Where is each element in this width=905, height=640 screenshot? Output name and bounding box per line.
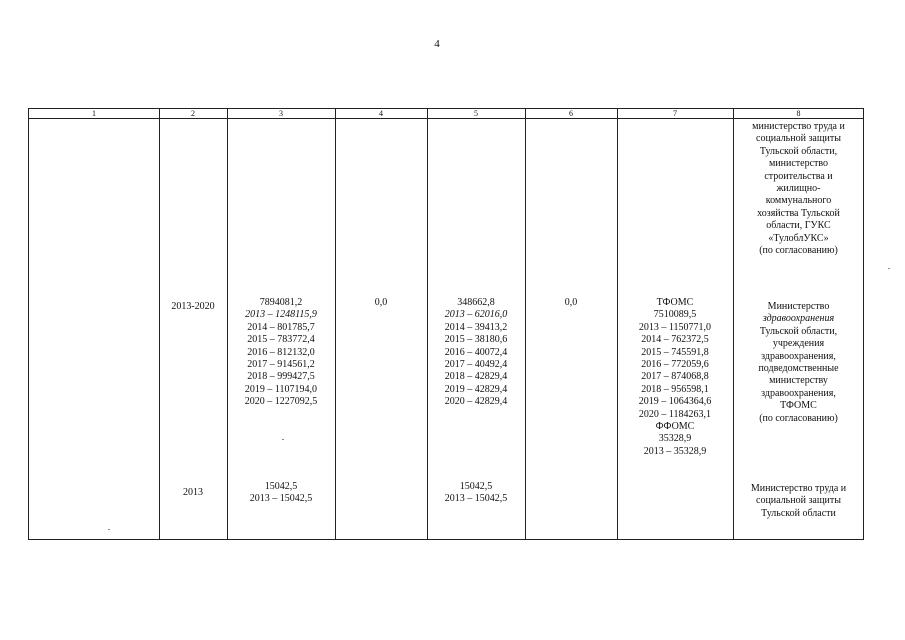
executor-line: социальной защиты xyxy=(756,495,841,507)
header-col-5: 5 xyxy=(474,109,478,118)
amount-line: 2014 – 801785,7 xyxy=(247,321,315,333)
executor-line: министерству xyxy=(769,375,828,387)
amount-line: 2013 – 1150771,0 xyxy=(638,321,712,333)
amount-line: 2017 – 40492,4 xyxy=(444,359,508,371)
amount-line: 2020 – 1227092,5 xyxy=(244,396,318,408)
scan-speck xyxy=(108,529,110,530)
header-col-2: 2 xyxy=(191,109,195,118)
amount-line: 7510089,5 xyxy=(653,309,697,321)
executor-line: Министерство xyxy=(767,301,830,312)
amount-line: 2013 – 62016,0 xyxy=(444,309,508,321)
block1-executors xyxy=(733,121,864,257)
scan-speck xyxy=(888,268,890,269)
executor-line: министерство труда и xyxy=(752,121,845,132)
amount-line: 2014 – 39413,2 xyxy=(444,321,508,333)
amount-line: 348662,8 xyxy=(457,297,495,308)
executor-line: здравоохранения xyxy=(762,313,835,325)
amount-line: 2019 – 1107194,0 xyxy=(244,383,318,395)
header-col-8: 8 xyxy=(796,109,801,118)
block3-total-funding xyxy=(227,481,335,506)
amount-line: 2016 – 812132,0 xyxy=(247,346,315,358)
column-rule xyxy=(159,109,160,539)
header-col-4: 4 xyxy=(379,109,383,118)
executor-line: министерство xyxy=(768,158,829,170)
amount-line: 2020 – 42829,4 xyxy=(444,396,508,408)
executor-line: хозяйства Тульской xyxy=(757,207,840,219)
amount-line: 2018 – 42829,4 xyxy=(444,371,508,383)
amount-line: 2013 – 15042,5 xyxy=(249,493,313,505)
executor-line: строительства и xyxy=(764,170,833,182)
amount-line: 2018 – 956598,1 xyxy=(641,383,709,395)
amount-line: 2015 – 745591,8 xyxy=(641,346,709,358)
executor-line: коммунального xyxy=(765,195,832,207)
amount-line: 2019 – 1064364,6 xyxy=(638,396,712,408)
page-number: 4 xyxy=(434,38,440,50)
amount-line: 2013 – 1248115,9 xyxy=(245,309,317,321)
executor-line: (по согласованию) xyxy=(759,245,838,257)
block2-total-funding xyxy=(227,297,335,409)
block2-extrabudget-funding xyxy=(617,297,733,458)
fund-name: ТФОМС xyxy=(656,297,694,308)
executor-line: здравоохранения, xyxy=(761,387,836,399)
amount-line: 35328,9 xyxy=(658,433,692,445)
block2-regional-funding xyxy=(427,297,525,409)
column-rule xyxy=(335,109,336,539)
amount-line: 2019 – 42829,4 xyxy=(444,383,508,395)
executor-line: (по согласованию) xyxy=(759,412,838,424)
data-table xyxy=(28,108,864,540)
block2-executors xyxy=(733,301,864,425)
amount-line: 2013 – 15042,5 xyxy=(444,493,508,505)
block2-period: 2013-2020 xyxy=(171,301,215,312)
scan-speck xyxy=(282,439,284,440)
executor-line: «ТулоблУКС» xyxy=(768,232,829,244)
block3-period: 2013 xyxy=(183,487,203,498)
executor-line: области, ГУКС xyxy=(766,220,831,232)
block2-col4-value: 0,0 xyxy=(374,297,388,308)
executor-line: здравоохранения, xyxy=(761,350,836,362)
header-col-7: 7 xyxy=(673,109,677,118)
amount-line: 15042,5 xyxy=(264,481,298,492)
amount-line: 15042,5 xyxy=(459,481,493,492)
executor-line: ТФОМС xyxy=(780,400,817,412)
header-col-1: 1 xyxy=(92,109,96,118)
executor-line: социальной защиты xyxy=(756,133,841,145)
fund-name: ФФОМС xyxy=(655,421,695,433)
amount-line: 2013 – 35328,9 xyxy=(643,445,707,457)
executor-line: Тульской области xyxy=(761,507,836,519)
executor-line: Тульской области, xyxy=(759,325,838,337)
column-rule xyxy=(525,109,526,539)
executor-line: жилищно- xyxy=(776,183,821,195)
header-col-3: 3 xyxy=(279,109,283,118)
amount-line: 2015 – 783772,4 xyxy=(247,334,315,346)
amount-line: 2016 – 772059,6 xyxy=(641,359,709,371)
executor-line: Тульской области, xyxy=(759,145,838,157)
block3-regional-funding xyxy=(427,481,525,506)
header-col-6: 6 xyxy=(569,109,573,118)
executor-line: Министерство труда и xyxy=(750,483,847,494)
amount-line: 2017 – 914561,2 xyxy=(247,359,315,371)
amount-line: 2018 – 999427,5 xyxy=(247,371,315,383)
amount-line: 7894081,2 xyxy=(259,297,303,308)
amount-line: 2016 – 40072,4 xyxy=(444,346,508,358)
amount-line: 2020 – 1184263,1 xyxy=(638,408,712,420)
amount-line: 2014 – 762372,5 xyxy=(641,334,709,346)
executor-line: подведомственные xyxy=(758,363,839,375)
amount-line: 2017 – 874068,8 xyxy=(641,371,709,383)
executor-line: учреждения xyxy=(772,338,825,350)
amount-line: 2015 – 38180,6 xyxy=(444,334,508,346)
block3-executors xyxy=(733,483,864,520)
block2-col6-value: 0,0 xyxy=(564,297,578,308)
